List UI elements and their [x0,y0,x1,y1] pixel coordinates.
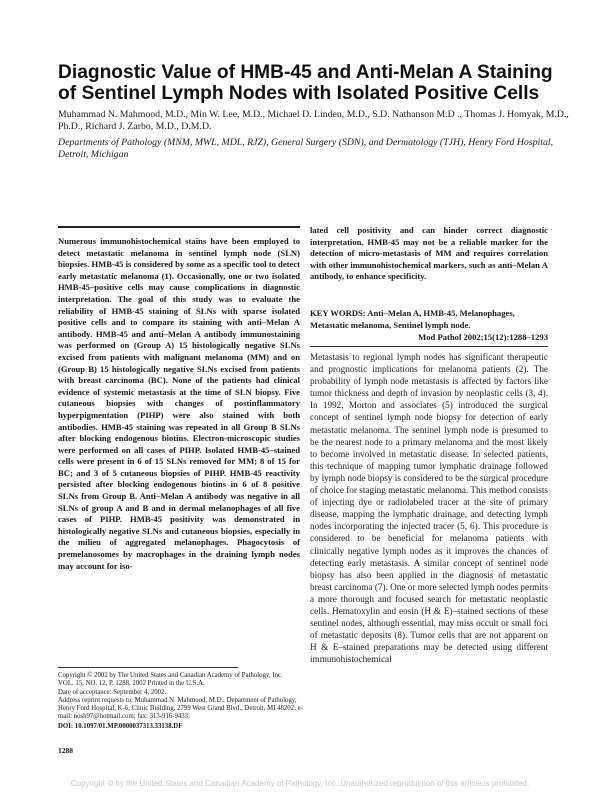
volume-note: VOL. 15, NO. 12, P. 1288, 2002 Printed in the U.S.A. [58,680,205,688]
abstract-left-column: Numerous immunohistochemical stains have been employed to detect metastatic melanoma in sentinel lymph node (SLN) biopsies. HMB-45 is considered by some as a specific tool to detect early metastatic melanoma (1). Occasionally, one or two isolated HMB-45–positive cells may cause complications in diagnostic interpretation. The goal of this study was to evaluate the reliability of HMB-45 staining of SLNs with sparse isolated positive cells and to compare its staining with anti–Melan A antibody. HMB-45 and anti–Melan A antibody immunostaining was performed on (Group A) 15 histologically negative SLNs excised from patients with malignant melanoma (MM) and on (Group B) 15 histologically negative SLNs excised from patients with breast carcinoma (BC). None of the patients had clinical evidence of systemic metastasis at the time of SLN biopsy. Five cutaneous biopsies with changes of postinflammatory hyperpigmentation (PIHP) were also stained with both antibodies. HMB-45 staining was repeated in all Group B SLNs after blocking endogenous biotins. Electron-microscopic studies were performed on all cases of PIHP. Isolated HMB-45–stained cells were present in 6 of 15 SLNs removed for MM; 8 of 15 for BC; and 3 of 5 cutaneous biopsies of PIHP. HMB-45 reactivity persisted after blocking endogenous biotins in 6 of 8 positive SLNs from Group B. Anti–Melan A antibody was negative in all SLNs of group A and B and in dermal melanophages of all five cases of PIHP. HMB-45 positivity was demonstrated in histologically negative SLNs and cutaneous biopsies, especially in the milieu of aggregated melanophages. Phagocytosis of premelanosomes by macrophages in the draining lymph nodes may account for iso- [58,236,300,571]
abstract-continuation: lated cell positivity and can hinder correct diagnostic interpretation. HMB-45 may not be a reliable marker for the detection of micro-metastasis of MM and requires correlation with other immunohistochemical markers, such as anti–Melan A antibody, to enhance specificity. [310,225,548,282]
footnote-rule [58,667,238,668]
footnotes [58,672,303,731]
reprint-address: Address reprint requests to: Muhammad N. Mahmood, M.D., Department of Pathology, Henry Ford Hospital, K-6, Clinic Building, 2799 West Grand Blvd., Detroit, MI 48202; e-mail: nosh97@hotmail.com; fax: 313-916-9433. [58,696,303,721]
abstract-bottom-rule [310,346,548,347]
keywords: KEY WORDS: Anti–Melan A, HMB-45, Melanophages, Metastatic melanoma, Sentinel lymph node. [310,308,515,330]
affiliation: Departments of Pathology (MNM, MWL, MDL, RJZ), General Surgery (SDN), and Dermatology (TJH), Henry Ford Hospital, Detroit, Michigan [58,137,554,161]
copyright-note: Copyright © 2002 by The United States and Canadian Academy of Pathology, Inc. [58,672,283,679]
introduction-text: Metastasis to regional lymph nodes has significant therapeutic and prognostic implications for melanoma patients (2). The probability of lymph node metastasis is affected by factors like tumor thickness and depth of invasion by neoplastic cells (3, 4). In 1992, Morton and associates (5) introduced the surgical concept of sentinel lymph node biopsy for detection of early metastatic melanoma. The sentinel lymph node is presumed to be the nearest node to a primary melanoma and the most likely to become involved in metastatic disease. In selected patients, this technique of mapping tumor lymphatic drainage followed by lymph node biopsy is considered to be the surgical procedure of choice for staging metastatic melanoma. This method consists of injecting dye or radiolabeled tracer at the site of primary disease, mapping the lymphatic drainage, and detecting lymph nodes incorporating the injected tracer (5, 6). This procedure is considered to be beneficial for melanoma patients with clinically negative lymph nodes as it improves the chances of detecting early metastasis. A similar concept of sentinel node biopsy has also been applied in the diagnosis of metastatic breast carcinoma (7). One or more selected lymph nodes permits a more thorough and focused search for metastatic neoplastic cells. Hematoxylin and eosin (H & E)–stained sections of these sentinel nodes, although essential, may miss occult or small foci of metastatic deposits (8). Tumor cells that are not apparent on H & E–stained preparations may be detected using different immunohistochemical [310,352,548,665]
abstract-top-rule [58,226,300,228]
doi: DOI: 10.1097/01.MP.0000037313.33138.DF [58,722,183,730]
journal-citation: Mod Pathol 2002;15(12):1288–1293 [418,332,548,342]
page-number: 1288 [58,746,73,755]
copyright-watermark: Copyright © by the United States and Canadian Academy of Pathology, Inc. Unauthorized reproduction of this article is prohibited. [70,779,530,788]
author-list: Muhammad N. Mahmood, M.D., Min W. Lee, M.D., Michael D. Linden, M.D., S.D. Nathanson M.D ., Thomas J. Homyak, M.D., Ph.D., Richard J. Zarbo, M.D., D.M.D. [58,109,569,133]
acceptance-date: Date of acceptance: September 4, 2002. [58,688,167,696]
article-title: Diagnostic Value of HMB-45 and Anti-Melan A Staining of Sentinel Lymph Nodes with Isolated Positive Cells [58,62,553,104]
